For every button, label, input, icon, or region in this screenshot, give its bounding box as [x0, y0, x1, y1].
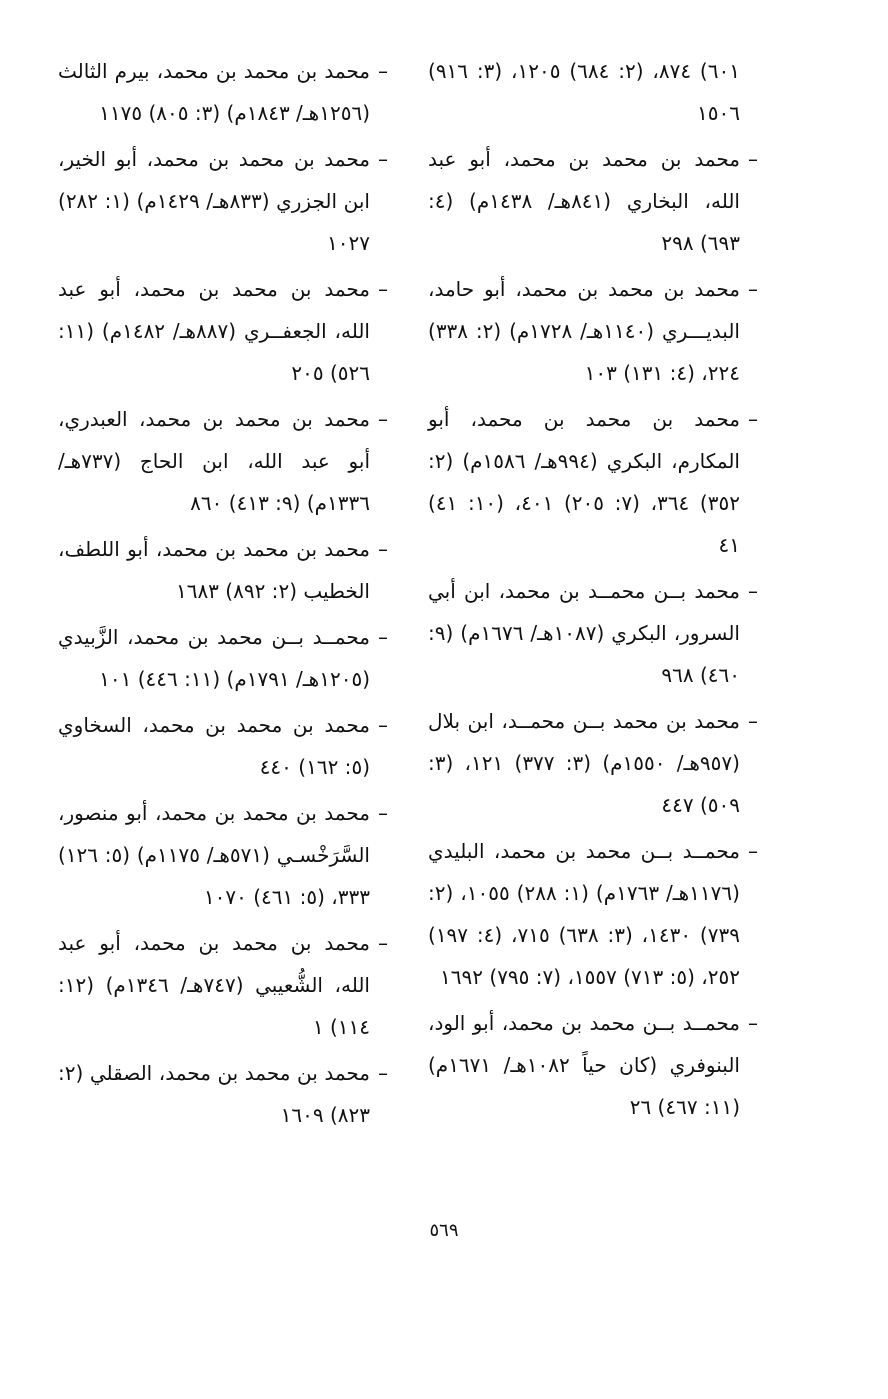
index-entry [428, 1002, 758, 1128]
entry-text: محمد بن محمد بــن محمــد، ابن بلال (٩٥٧هـ/ ١٥٥٠م) (٣: ٣٧٧) ١٢١، (٣: ٥٠٩) ٤٤٧ [428, 709, 740, 817]
index-entry [58, 268, 388, 394]
entry-dash: – [748, 579, 758, 603]
index-entry [58, 922, 388, 1048]
entry-dash: – [378, 931, 388, 955]
entry-text: محمد بن محمد بن محمد، بيرم الثالث (١٢٥٦هـ/ ١٨٤٣م) (٣: ٨٠٥) ١١٧٥ [58, 59, 370, 125]
index-entry [428, 50, 758, 134]
entry-dash: – [748, 147, 758, 171]
index-entry [58, 616, 388, 700]
index-entry [428, 138, 758, 264]
entry-dash: – [378, 147, 388, 171]
index-entry [428, 830, 758, 998]
entry-text: محمــد بــن محمد بن محمد، الزَّبيدي (١٢٠٥هـ/ ١٧٩١م) (١١: ٤٤٦) ١٠١ [58, 625, 370, 691]
index-entry [428, 398, 758, 566]
entry-dash: – [378, 407, 388, 431]
entry-text: محمــد بــن محمد بن محمد، أبو الود، البنوفري (كان حياً ١٠٨٢هـ/ ١٦٧١م) (١١: ٤٦٧) ٢٦ [428, 1011, 740, 1119]
entry-dash: – [378, 537, 388, 561]
left-column [58, 50, 388, 1140]
entry-dash: – [378, 801, 388, 825]
entry-text: محمد بن محمد بن محمد، أبو عبد الله، البخاري (٨٤١هـ/ ١٤٣٨م) (٤: ٦٩٣) ٢٩٨ [428, 147, 740, 255]
entry-text: محمد بن محمد بن محمد، العبدري، أبو عبد الله، ابن الحاج (٧٣٧هـ/ ١٣٣٦م) (٩: ٤١٣) ٨٦٠ [58, 407, 370, 515]
entry-text: محمد بن محمد بن محمد، أبو عبد الله، الجعفــري (٨٨٧هـ/ ١٤٨٢م) (١١: ٥٢٦) ٢٠٥ [58, 277, 370, 385]
index-entry [58, 398, 388, 524]
right-column [428, 50, 758, 1132]
entry-text: ٦٠١) ٨٧٤، (٢: ٦٨٤) ١٢٠٥، (٣: ٩١٦) ١٥٠٦ [428, 59, 740, 125]
page-number: ٥٦٩ [429, 1220, 459, 1241]
entry-dash: – [748, 277, 758, 301]
entry-text: محمد بن محمد بن محمد، السخاوي (٥: ١٦٢) ٤٤٠ [58, 713, 370, 779]
index-entry [58, 138, 388, 264]
entry-dash: – [378, 277, 388, 301]
entry-text: محمد بن محمد بن محمد، أبو اللطف، الخطيب (٢: ٨٩٢) ١٦٨٣ [58, 537, 370, 603]
entry-text: محمد بن محمد بن محمد، أبو حامد، البديـــري (١١٤٠هـ/ ١٧٢٨م) (٢: ٣٣٨) ٢٢٤، (٤: ١٣١) ١٠٣ [428, 277, 740, 385]
entry-text: محمد بن محمد بن محمد، أبو منصور، السَّرَخْسـي (٥٧١هـ/ ١١٧٥م) (٥: ١٢٦) ٣٣٣، (٥: ٤٦١) ١٠٧٠ [58, 801, 370, 909]
index-entry [428, 268, 758, 394]
entry-text: محمــد بــن محمد بن محمد، البليدي (١١٧٦هـ/ ١٧٦٣م) (١: ٢٨٨) ١٠٥٥، (٢: ٧٣٩) ١٤٣٠، (٣: ٦٣٨) ٧١٥، (٤: ١٩٧) ٢٥٢، (٥: ٧١٣) ١٥٥٧، (٧: ٧٩٥) ١٦٩٢ [428, 839, 740, 989]
index-entry [58, 528, 388, 612]
entry-text: محمد بن محمد بن محمد، أبو المكارم، البكري (٩٩٤هـ/ ١٥٨٦م) (٢: ٣٥٢) ٣٦٤، (٧: ٢٠٥) ٤٠١، (١٠: ٤١) ٤١ [428, 407, 740, 557]
entry-text: محمد بن محمد بن محمد، الصقلي (٢: ٨٢٣) ١٦٠٩ [58, 1061, 370, 1127]
entry-dash: – [378, 625, 388, 649]
entry-text: محمد بن محمد بن محمد، أبو الخير، ابن الجزري (٨٣٣هـ/ ١٤٢٩م) (١: ٢٨٢) ١٠٢٧ [58, 147, 370, 255]
entry-dash: – [748, 709, 758, 733]
entry-text: محمد بــن محمــد بن محمد، ابن أبي السرور، البكري (١٠٨٧هـ/ ١٦٧٦م) (٩: ٤٦٠) ٩٦٨ [428, 579, 740, 687]
index-entry [58, 792, 388, 918]
index-entry [58, 1052, 388, 1136]
entry-dash: – [748, 839, 758, 863]
entry-text: محمد بن محمد بن محمد، أبو عبد الله، الشُّعيبي (٧٤٧هـ/ ١٣٤٦م) (١٢: ١١٤) ١ [58, 931, 370, 1039]
entry-dash: – [378, 1061, 388, 1085]
index-entry [428, 700, 758, 826]
entry-dash: – [378, 59, 388, 83]
index-entry [58, 50, 388, 134]
index-entry [428, 570, 758, 696]
entry-dash: – [748, 407, 758, 431]
entry-dash: – [748, 1011, 758, 1035]
index-entry [58, 704, 388, 788]
entry-dash: – [378, 713, 388, 737]
